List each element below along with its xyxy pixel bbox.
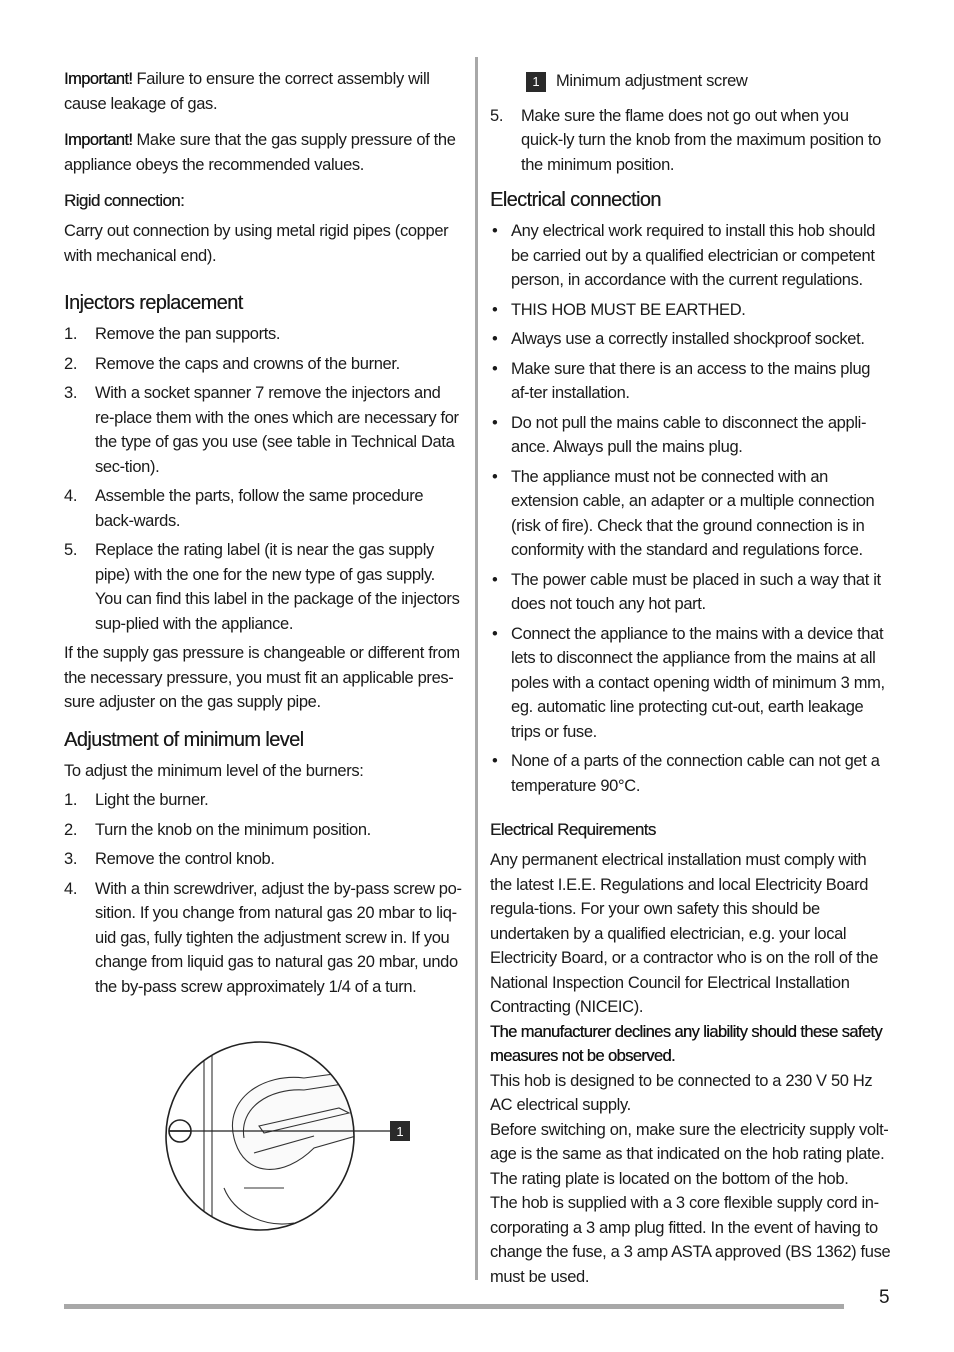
figure-callout-label: 1 <box>396 1124 404 1139</box>
important-note-2: Important! Make sure that the gas supply pressure of the appliance obeys the recommended values. <box>64 131 456 174</box>
right-column <box>490 69 892 1289</box>
adjustment-intro: To adjust the minimum level of the burners: <box>64 761 364 780</box>
knob-illustration-icon <box>164 1038 414 1238</box>
list-item: • Make sure that there is an access to the mains plug af-ter installation. <box>492 359 871 402</box>
footer-divider <box>64 1304 844 1309</box>
list-item: 1. Remove the pan supports. <box>64 325 281 343</box>
list-item: • Connect the appliance to the mains with a device that lets to disconnect the appliance from the mains at all poles with a contact opening width of minimum 3 mm, eg. automatic line protecting cut-out, earth leakage trips or fuse. <box>492 624 885 741</box>
legend-text: Minimum adjustment screw <box>556 72 748 90</box>
list-item: • Do not pull the mains cable to disconnect the appli-ance. Always pull the mains plug. <box>492 413 867 456</box>
injectors-steps <box>64 322 462 636</box>
rigid-connection-text: Carry out connection by using metal rigid pipes (copper with mechanical end). <box>64 222 449 265</box>
list-item: 5. Replace the rating label (it is near the gas supply pipe) with the one for the new type of gas supply. You can find this label in the package of the injectors sup-plied with the appliance. <box>64 541 460 633</box>
list-item: 2. Remove the caps and crowns of the burner. <box>64 354 400 373</box>
list-item: • The appliance must not be connected with an extension cable, an adapter or a multiple connection (risk of fire). Check that the ground connection is in conformity with the standard and regulations force. <box>492 467 875 559</box>
list-item: 5. Make sure the flame does not go out when you quick-ly turn the knob from the maximum position to the minimum position. <box>490 106 881 174</box>
figure-legend <box>490 69 892 94</box>
electrical-connection-heading: Electrical connection <box>490 189 661 211</box>
important-note-1: Important! Failure to ensure the correct assembly will cause leakage of gas. <box>64 70 430 113</box>
injectors-replacement-heading: Injectors replacement <box>64 292 243 314</box>
rigid-connection-heading: Rigid connection: <box>64 191 185 210</box>
list-item: 2. Turn the knob on the minimum position. <box>64 820 371 839</box>
requirements-paragraph-1: Any permanent electrical installation must comply with the latest I.E.E. Regulations and local Electricity Board regula-tions. For your own safety this should be undertaken by a qualified electrician, e.g. your local Electricity Board, or a contractor who is on the roll of the National Inspection Council for Electrical Installation Contracting (NICEIC). <box>490 851 879 1016</box>
requirements-paragraph-4: The hob is supplied with a 3 core flexible supply cord in-corporating a 3 amp plug fitted. In the event of having to change the fuse, a 3 amp ASTA approved (BS 1362) fuse must be used. <box>490 1194 891 1286</box>
list-item: 3. With a socket spanner 7 remove the injectors and re-place them with the ones which are necessary for the type of gas you use (see table in Technical Data sec-tion). <box>64 384 459 476</box>
left-column <box>64 67 462 1004</box>
page-number: 5 <box>879 1287 890 1308</box>
column-divider <box>475 57 478 1280</box>
adjustment-minimum-level-heading: Adjustment of minimum level <box>64 728 304 751</box>
adjustment-steps <box>64 788 462 999</box>
list-item: • Any electrical work required to install this hob should be carried out by a qualified electrician or competent person, in accordance with the current regulations. <box>492 222 876 289</box>
burner-screw-illustration <box>164 1038 414 1238</box>
requirements-paragraph-3: Before switching on, make sure the electricity supply volt-age is the same as that indicated on the hob rating plate. The rating plate is located on the bottom of the hob. <box>490 1120 889 1188</box>
adjustment-step-5 <box>490 104 892 178</box>
list-item: 3. Remove the control knob. <box>64 850 275 868</box>
list-item: 1. Light the burner. <box>64 791 209 809</box>
requirements-paragraph-2: This hob is designed to be connected to a 230 V 50 Hz AC electrical supply. <box>490 1071 873 1114</box>
list-item: • None of a parts of the connection cable can not get a temperature 90°C. <box>492 752 880 795</box>
list-item: 4. Assemble the parts, follow the same procedure back-wards. <box>64 487 424 530</box>
pressure-adjuster-text: If the supply gas pressure is changeable or different from the necessary pressure, you must fit an applicable pres-sure adjuster on the gas supply pipe. <box>64 644 460 711</box>
list-item: 4. With a thin screwdriver, adjust the by-pass screw po-sition. If you change from natural gas 20 mbar to liq-uid gas, fully tighten the adjustment screw in. If you change from liquid gas to natural gas 20 mbar, undo the by-pass screw approximately 1/4 of a turn. <box>64 879 462 996</box>
electrical-requirements-heading: Electrical Requirements <box>490 820 656 839</box>
list-item: • Always use a correctly installed shockproof socket. <box>492 330 865 348</box>
liability-warning: The manufacturer declines any liability should these safety measures not be observed. <box>490 1022 882 1065</box>
legend-callout-box: 1 <box>526 72 546 92</box>
list-item: • THIS HOB MUST BE EARTHED. <box>492 300 746 319</box>
list-item: • The power cable must be placed in such a way that it does not touch any hot part. <box>492 570 881 613</box>
electrical-bullets <box>490 219 892 798</box>
